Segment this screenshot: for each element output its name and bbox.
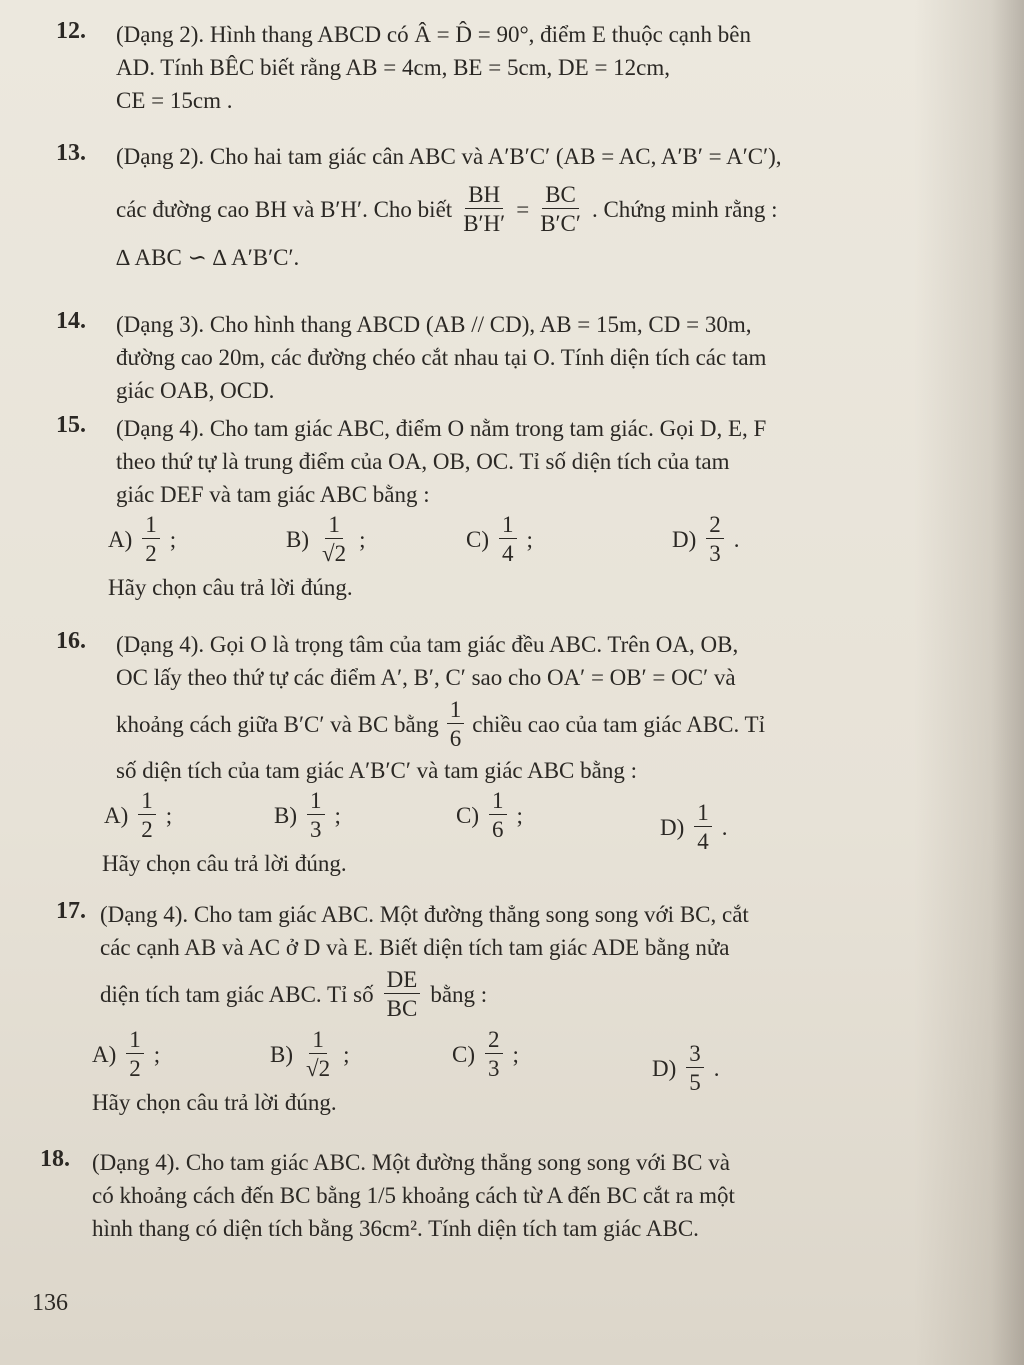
exercise-text [116, 18, 916, 117]
exercise-number: 15. [56, 412, 86, 438]
denominator: BC [386, 996, 418, 1021]
option-fraction [706, 513, 724, 565]
numerator: BH [465, 183, 503, 209]
instruction: Hãy chọn câu trả lời đúng. [108, 575, 353, 600]
option-separator: . [721, 814, 728, 840]
option-label: D) [652, 1055, 677, 1081]
option-d [652, 1042, 720, 1094]
option-label: C) [456, 802, 479, 828]
exercise-text [92, 1146, 892, 1245]
text-line: (Dạng 4). Cho tam giác ABC. Một đường thẳng song song với BC, cắt [100, 902, 749, 927]
option-a [108, 513, 176, 565]
option-fraction [499, 513, 517, 565]
option-label: D) [672, 526, 697, 552]
numerator: 2 [485, 1028, 503, 1054]
text-line: (Dạng 3). Cho hình thang ABCD (AB // CD), AB = 15m, CD = 30m, [116, 312, 752, 337]
numerator: DE [384, 968, 421, 994]
option-label: A) [104, 802, 129, 828]
denominator: 2 [145, 541, 157, 566]
option-fraction [489, 789, 507, 841]
option-a [92, 1028, 160, 1080]
text-fragment: . Chứng minh rằng : [591, 196, 778, 222]
page-number: 136 [32, 1290, 68, 1316]
option-fraction [142, 513, 160, 565]
option-c [452, 1028, 519, 1080]
option-separator: ; [165, 802, 173, 828]
numerator: 1 [489, 789, 507, 815]
answer-options [92, 1027, 900, 1095]
text-line [116, 183, 916, 235]
instruction: Hãy chọn câu trả lời đúng. [102, 851, 347, 876]
numerator: 1 [138, 789, 156, 815]
text-fragment: diện tích tam giác ABC. Tỉ số [100, 981, 374, 1007]
option-fraction [485, 1028, 503, 1080]
text-fragment: bằng : [430, 981, 488, 1007]
exercise-number: 16. [56, 628, 86, 654]
text-line: đường cao 20m, các đường chéo cắt nhau tại O. Tính diện tích các tam [116, 345, 767, 370]
option-label: B) [270, 1041, 293, 1067]
numerator: 1 [307, 789, 325, 815]
option-label: C) [466, 526, 489, 552]
denominator: 2 [141, 817, 153, 842]
text-line: (Dạng 2). Hình thang ABCD có Â = D̂ = 90°, điểm E thuộc cạnh bên [116, 22, 751, 47]
text-line: theo thứ tự là trung điểm của OA, OB, OC. Tỉ số diện tích của tam [116, 449, 730, 474]
option-separator: . [713, 1055, 720, 1081]
option-separator: ; [512, 1041, 519, 1067]
text-line [100, 968, 900, 1020]
exercise-text [116, 308, 916, 407]
fraction-one-sixth [447, 698, 465, 750]
fraction-de-bc [384, 968, 421, 1020]
option-label: A) [108, 526, 133, 552]
text-line: giác DEF và tam giác ABC bằng : [116, 482, 430, 507]
option-fraction [694, 801, 712, 853]
numerator: 1 [126, 1028, 144, 1054]
denominator: 5 [689, 1070, 701, 1095]
option-separator: ; [343, 1041, 350, 1067]
text-line: OC lấy theo thứ tự các điểm A′, B′, C′ sao cho OA′ = OB′ = OC′ và [116, 665, 736, 690]
numerator: 1 [499, 513, 517, 539]
exercise-number: 18. [40, 1146, 70, 1172]
text-fragment: chiều cao của tam giác ABC. Tỉ [472, 711, 765, 737]
answer-options [108, 512, 916, 571]
option-d [672, 513, 740, 565]
denominator: 4 [697, 829, 709, 854]
text-line: các cạnh AB và AC ở D và E. Biết diện tích tam giác ADE bằng nửa [100, 935, 730, 960]
denominator: B′C′ [540, 211, 581, 236]
option-separator: ; [334, 802, 341, 828]
option-separator: ; [359, 526, 366, 552]
exercise-text [116, 140, 916, 274]
denominator: 6 [492, 817, 504, 842]
text-fragment: các đường cao BH và B′H′. Cho biết [116, 196, 453, 222]
exercise-number: 12. [56, 18, 86, 44]
denominator: B′H′ [463, 211, 506, 236]
option-label: B) [274, 802, 297, 828]
text-line [116, 698, 916, 750]
numerator: 1 [694, 801, 712, 827]
denominator: √2 [306, 1056, 331, 1081]
option-fraction [307, 789, 325, 841]
option-fraction [686, 1042, 704, 1094]
option-a [104, 789, 172, 841]
numerator: 1 [447, 698, 465, 724]
fraction-bh [460, 183, 508, 235]
instruction: Hãy chọn câu trả lời đúng. [92, 1090, 337, 1115]
numerator: 2 [706, 513, 724, 539]
exercise-number: 13. [56, 140, 86, 166]
numerator: 1 [142, 513, 160, 539]
text-line: ∆ ABC ∽ ∆ A′B′C′. [116, 245, 300, 270]
denominator: 6 [449, 726, 462, 751]
text-line: CE = 15cm . [116, 88, 233, 113]
exercise-number: 14. [56, 308, 86, 334]
answer-options [104, 788, 916, 854]
option-fraction [126, 1028, 144, 1080]
option-separator: ; [516, 802, 523, 828]
denominator: 2 [129, 1056, 141, 1081]
option-separator: ; [153, 1041, 161, 1067]
text-fragment: khoảng cách giữa B′C′ và BC bằng [116, 711, 439, 737]
text-line: có khoảng cách đến BC bằng 1/5 khoảng cách từ A đến BC cắt ra một [92, 1183, 735, 1208]
denominator: 3 [709, 541, 721, 566]
option-c [466, 513, 533, 565]
numerator: 3 [686, 1042, 704, 1068]
page-edge-shadow [914, 0, 1024, 1365]
denominator: 3 [310, 817, 322, 842]
equals-sign: = [516, 196, 530, 222]
text-line: AD. Tính BÊC biết rằng AB = 4cm, BE = 5cm, DE = 12cm, [116, 55, 671, 80]
text-line: (Dạng 4). Gọi O là trọng tâm của tam giác đều ABC. Trên OA, OB, [116, 632, 739, 657]
option-b [286, 513, 366, 565]
option-d [660, 801, 728, 853]
exercise-text [92, 898, 900, 1119]
option-b [274, 789, 341, 841]
option-label: D) [660, 814, 685, 840]
text-line: số diện tích của tam giác A′B′C′ và tam giác ABC bằng : [116, 758, 637, 783]
option-fraction [319, 513, 349, 565]
option-label: A) [92, 1041, 117, 1067]
option-c [456, 789, 523, 841]
numerator: 1 [325, 513, 343, 539]
option-b [270, 1028, 350, 1080]
numerator: 1 [309, 1028, 327, 1054]
text-line: giác OAB, OCD. [116, 378, 275, 403]
option-separator: ; [169, 526, 177, 552]
exercise-text [108, 412, 916, 604]
denominator: 3 [488, 1056, 500, 1081]
fraction-bc [537, 183, 584, 235]
text-line: (Dạng 2). Cho hai tam giác cân ABC và A′B′C′ (AB = AC, A′B′ = A′C′), [116, 144, 782, 169]
option-label: B) [286, 526, 309, 552]
text-line: hình thang có diện tích bằng 36cm². Tính diện tích tam giác ABC. [92, 1216, 699, 1241]
option-separator: . [733, 526, 740, 552]
denominator: 4 [502, 541, 514, 566]
option-label: C) [452, 1041, 475, 1067]
option-separator: ; [526, 526, 533, 552]
text-line: (Dạng 4). Cho tam giác ABC, điểm O nằm trong tam giác. Gọi D, E, F [116, 416, 767, 441]
exercise-number: 17. [56, 898, 86, 924]
option-fraction [303, 1028, 333, 1080]
denominator: √2 [322, 541, 347, 566]
text-line: (Dạng 4). Cho tam giác ABC. Một đường thẳng song song với BC và [92, 1150, 730, 1175]
exercise-text [102, 628, 916, 880]
option-fraction [138, 789, 156, 841]
numerator: BC [542, 183, 579, 209]
